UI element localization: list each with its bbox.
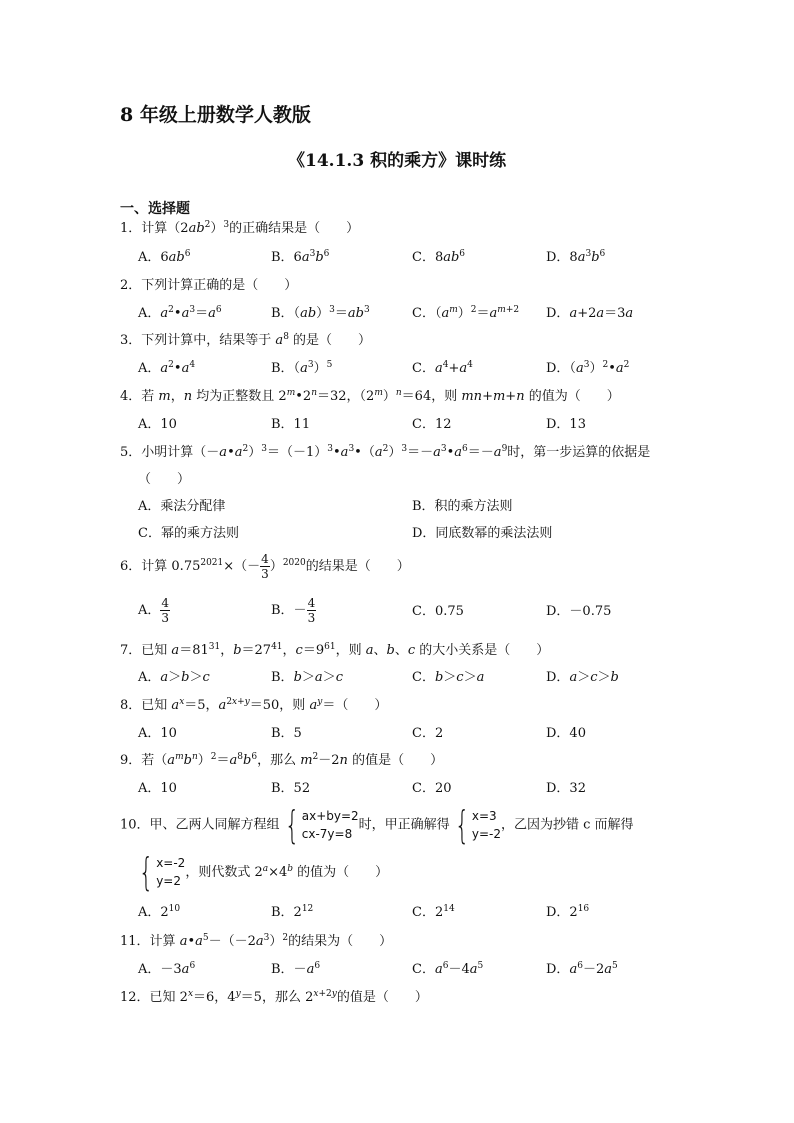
q4-option-a[interactable]: A．10	[138, 417, 177, 432]
q4-option-d[interactable]: D．13	[546, 417, 586, 432]
question-12: 12．已知 $2^x=6$，$4^y=5$，那么 $2^{x+2y}$的值是（ ）	[120, 989, 428, 1005]
q7-option-b[interactable]: B．b＞a＞c	[271, 670, 343, 685]
question-5-blank: （ ）	[138, 472, 191, 487]
fraction-four-thirds: $\frac{4}{3}$	[261, 552, 269, 581]
q9-option-a[interactable]: A．10	[138, 781, 177, 796]
q5-option-c[interactable]: C．幂的乘方法则	[138, 526, 239, 541]
q11-option-a[interactable]: A．$-3a^6$	[138, 961, 196, 977]
question-6: 6．计算 $0.75^{2021}\times(-$ $\frac{4}{3}$ ）$^{2020}$的结果是（ ）	[120, 552, 410, 581]
q11-option-c[interactable]: C．$a^6-4a^5$	[412, 961, 484, 977]
q1-option-c[interactable]: C．$8ab^6$	[412, 249, 466, 265]
q6-option-d[interactable]: D．－0.75	[546, 604, 612, 619]
q9-option-d[interactable]: D．32	[546, 781, 586, 796]
q7-option-a[interactable]: A．a＞b＞c	[138, 670, 210, 685]
q2-option-b[interactable]: B．$(ab)^3=ab^3$	[271, 305, 370, 321]
q1-option-d[interactable]: D．$8a^3b^6$	[546, 249, 606, 265]
q10-option-b[interactable]: B．$2^{12}$	[271, 904, 314, 920]
q5-option-b[interactable]: B．积的乘方法则	[412, 499, 513, 514]
q10-option-c[interactable]: C．$2^{14}$	[412, 904, 455, 920]
q4-option-b[interactable]: B．11	[271, 417, 311, 432]
question-11: 11．计算 $a•a^5-(-2a^3)^2$的结果为（ ）	[120, 933, 393, 949]
q7-option-d[interactable]: D．a＞c＞b	[546, 670, 619, 685]
q6-option-a[interactable]: A． $\frac{4}{3}$	[138, 596, 170, 625]
q9-option-c[interactable]: C．20	[412, 781, 452, 796]
q1-option-a[interactable]: A．$6ab^6$	[138, 249, 191, 265]
question-2: 2．下列计算正确的是（ ）	[120, 278, 298, 293]
document-subtitle: 《14.1.3 积的乘方》课时练	[288, 151, 507, 171]
q8-option-d[interactable]: D．40	[546, 726, 586, 741]
q2-option-d[interactable]: D．a+2a＝3a	[546, 306, 634, 321]
q5-option-d[interactable]: D．同底数幂的乘法法则	[412, 526, 553, 541]
q9-option-b[interactable]: B．52	[271, 781, 311, 796]
document-title: 8 年级上册数学人教版	[120, 104, 311, 126]
q8-option-a[interactable]: A．10	[138, 726, 177, 741]
solution-correct: { x=3 y=-2	[454, 803, 501, 847]
q4-option-c[interactable]: C．12	[412, 417, 452, 432]
q3-option-a[interactable]: A．$a^2•a^4$	[138, 360, 196, 376]
section-heading: 一、选择题	[120, 201, 190, 217]
q6-option-c[interactable]: C．0.75	[412, 604, 464, 619]
solution-wrong: { x=-2 y=2	[138, 850, 186, 894]
q1-option-b[interactable]: B．$6a^3b^6$	[271, 249, 330, 265]
question-10-line2: { x=-2 y=2 ，则代数式 $2^a\times 4^b$ 的值为（ ）	[134, 853, 388, 891]
q5-option-a[interactable]: A．乘法分配律	[138, 499, 226, 514]
question-4: 4．若 m，n 均为正整数且 $2^m•2^n=32$，$(2^m)^n=64$，则 mn+m+n 的值为（ ）	[120, 388, 620, 404]
q10-option-d[interactable]: D．$2^{16}$	[546, 904, 590, 920]
equation-system: { ax+by=2 cx-7y=8	[284, 803, 359, 847]
q11-option-d[interactable]: D．$a^6-2a^5$	[546, 961, 618, 977]
q8-option-c[interactable]: C．2	[412, 726, 444, 741]
q10-option-a[interactable]: A．$2^{10}$	[138, 904, 181, 920]
question-3: 3．下列计算中，结果等于 $a^8$ 的是（ ）	[120, 332, 372, 348]
q8-option-b[interactable]: B．5	[271, 726, 302, 741]
q2-option-a[interactable]: A．$a^2•a^3=a^6$	[138, 305, 222, 321]
question-7: 7．已知 $a=81^{31}$，$b=27^{41}$，$c=9^{61}$，则 a、b、c 的大小关系是（ ）	[120, 642, 550, 658]
question-9: 9．若$(a^mb^n)^2=a^8b^6$，那么 $m^2-2n$ 的值是（ ）	[120, 752, 444, 768]
question-1: 1．计算$(2ab^2)^3$的正确结果是（ ）	[120, 220, 360, 236]
q3-option-b[interactable]: B．$(a^3)^5$	[271, 360, 333, 376]
q3-option-d[interactable]: D．$(a^3)^2•a^2$	[546, 360, 630, 376]
q7-option-c[interactable]: C．b＞c＞a	[412, 670, 485, 685]
question-5: 5．小明计算$(-a•a^2)^3=(-1)^3•a^3•(a^2)^3=-a^3•a^6=-a^9$时，第一步运算的依据是	[120, 444, 651, 460]
q6-option-b[interactable]: B．－ $\frac{4}{3}$	[271, 596, 316, 625]
q3-option-c[interactable]: C．$a^4+a^4$	[412, 360, 473, 376]
question-10: 10．甲、乙两人同解方程组 { ax+by=2 cx-7y=8 时，甲正确解得 { x=3 y=-2 ，乙因为抄错 c 而解得	[120, 803, 634, 847]
q2-option-c[interactable]: C．$(a^m)^2=a^{m+2}$	[412, 305, 520, 321]
question-8: 8．已知 $a^x=5$，$a^{2x+y}=50$，则 $a^y=$（ ）	[120, 697, 388, 713]
q11-option-b[interactable]: B．$-a^6$	[271, 961, 321, 977]
